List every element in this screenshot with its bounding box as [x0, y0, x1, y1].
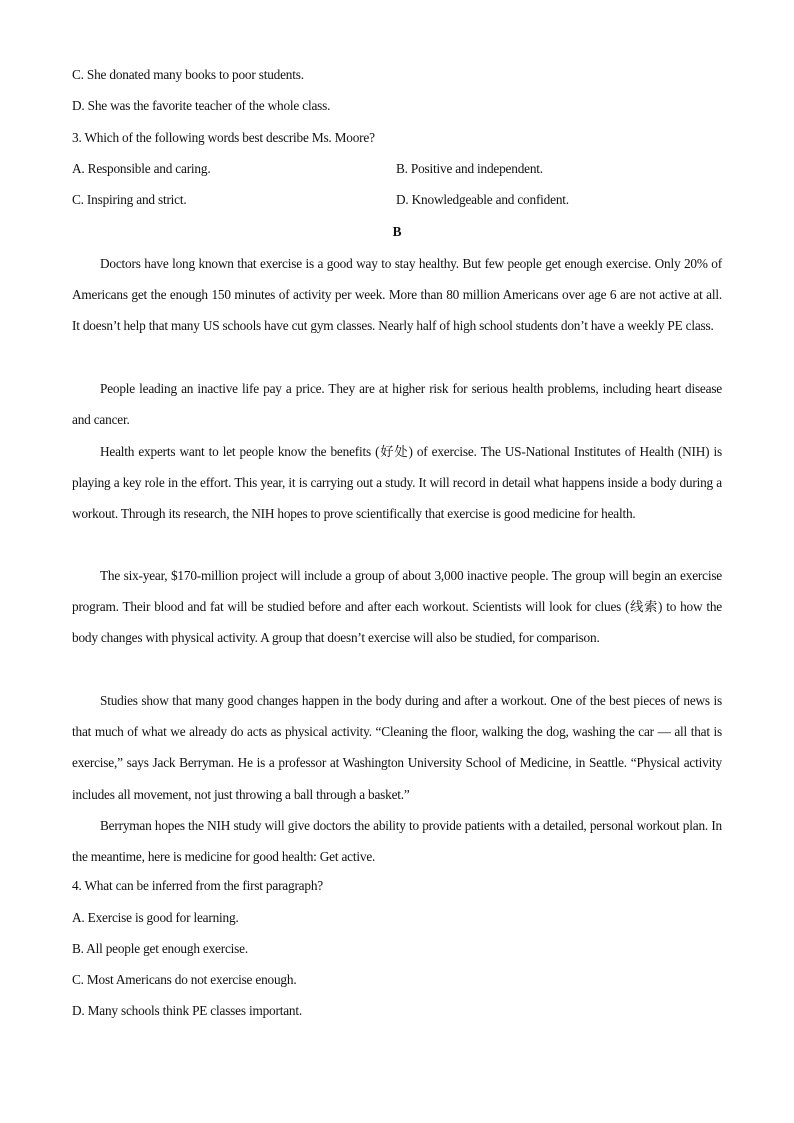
passage-heading: B — [392, 224, 402, 239]
q2-option-d: D. She was the favorite teacher of the whole class. — [72, 98, 331, 113]
passage-paragraph-6: Berryman hopes the NIH study will give doctors the ability to provide patients with a detailed, personal workout plan. In the meantime, here is medicine for good health: Get active. — [72, 818, 722, 865]
q4-option-d: D. Many schools think PE classes important. — [72, 1003, 302, 1018]
passage-paragraph-2: People leading an inactive life pay a price. They are at higher risk for serious health problems, including heart disease and cancer. — [72, 381, 722, 428]
q3-question: 3. Which of the following words best describe Ms. Moore? — [72, 130, 375, 145]
passage-paragraph-3: Health experts want to let people know the benefits (好处) of exercise. The US-National Institutes of Health (NIH) is playing a key role in the effort. This year, it is carrying out a study. It will record in detail what happens inside a body during a workout. Through its research, the NIH hopes to prove scientifically that exercise is good medicine for health. — [72, 444, 722, 522]
q4-option-b: B. All people get enough exercise. — [72, 941, 248, 956]
passage-paragraph-1: Doctors have long known that exercise is a good way to stay healthy. But few people get enough exercise. Only 20% of Americans get the enough 150 minutes of activity per week. More than 80 million Americans over age 6 are not active at all. It doesn’t help that many US schools have cut gym classes. Nearly half of high school students don’t have a weekly PE class. — [72, 256, 722, 334]
passage-paragraph-4: The six-year, $170-million project will include a group of about 3,000 inactive people. The group will begin an exercise program. Their blood and fat will be studied before and after each workout. Scientists will look for clues (线索) to how the body changes with physical activity. A group that doesn’t exercise will also be studied, for comparison. — [72, 568, 722, 646]
q2-option-c: C. She donated many books to poor students. — [72, 67, 304, 82]
q3-option-c: C. Inspiring and strict. — [72, 192, 187, 207]
q4-option-a: A. Exercise is good for learning. — [72, 910, 239, 925]
q4-option-c: C. Most Americans do not exercise enough. — [72, 972, 297, 987]
q4-question: 4. What can be inferred from the first paragraph? — [72, 878, 323, 893]
q3-option-a: A. Responsible and caring. — [72, 161, 211, 176]
q3-option-b: B. Positive and independent. — [396, 161, 543, 176]
passage-paragraph-5: Studies show that many good changes happen in the body during and after a workout. One of the best pieces of news is that much of what we already do acts as physical activity. “Cleaning the floor, walking the dog, washing the car — all that is exercise,” says Jack Berryman. He is a professor at Washington University School of Medicine, in Seattle. “Physical activity includes all movement, not just throwing a ball through a basket.” — [72, 693, 722, 802]
q3-option-d: D. Knowledgeable and confident. — [396, 192, 569, 207]
